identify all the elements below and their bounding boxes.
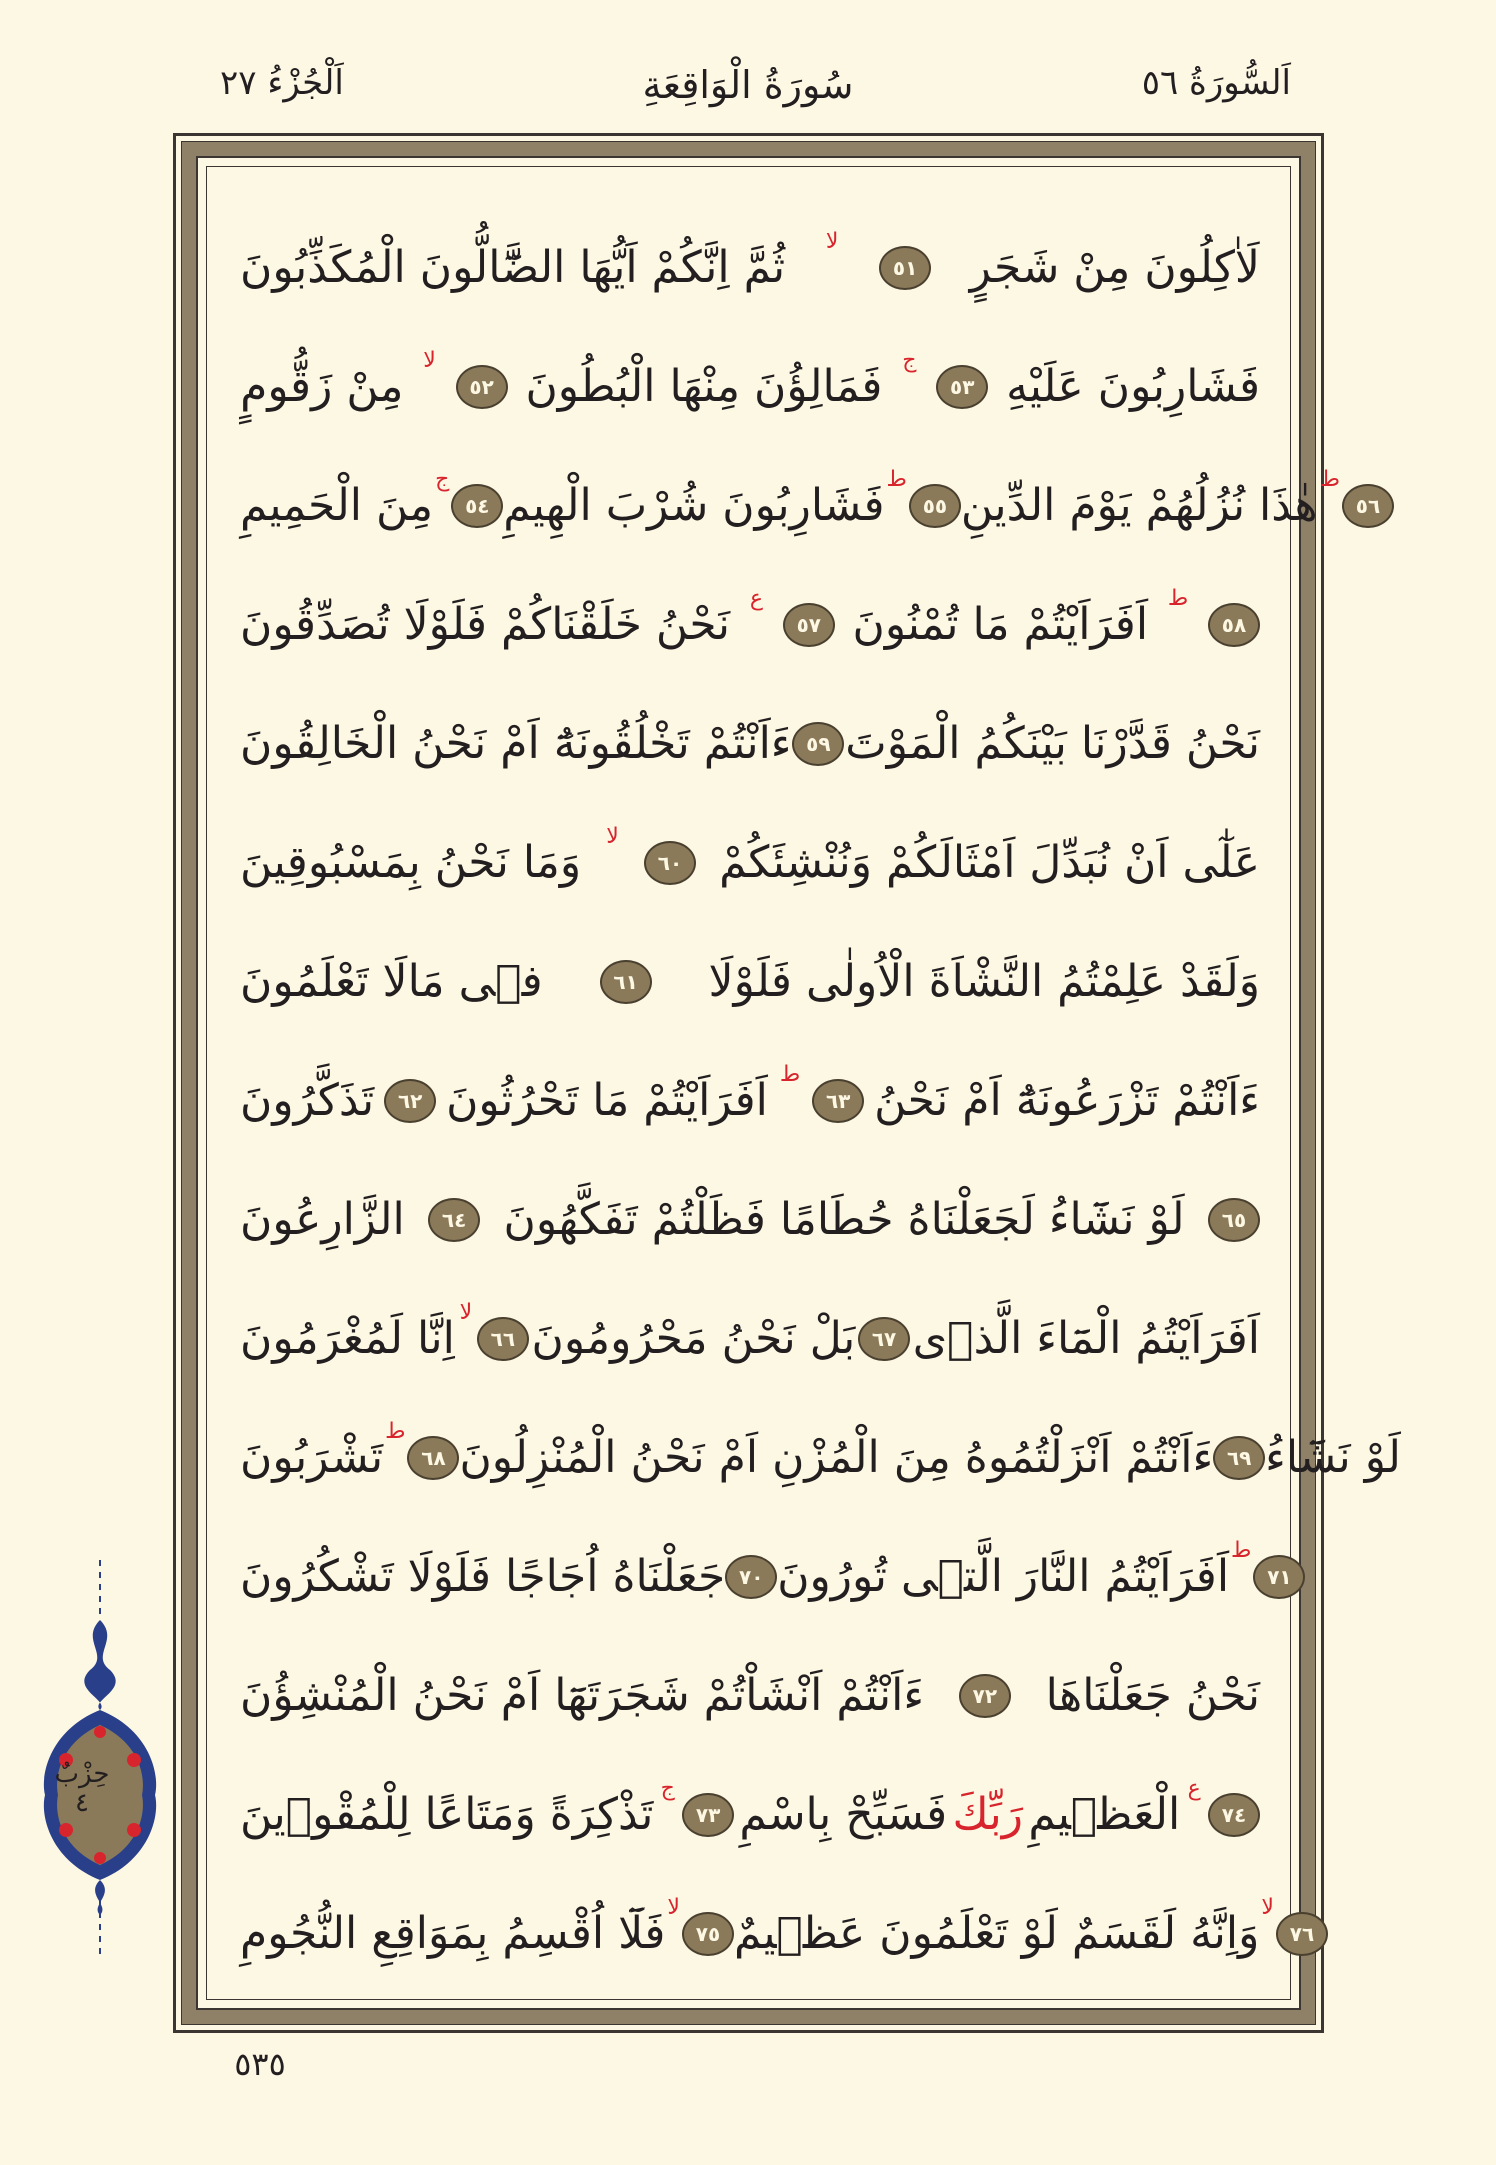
verse-text: هٰذَا نُزُلُهُمْ يَوْمَ الدِّينِ [960,480,1318,531]
pause-mark: ط [1167,586,1189,611]
text-line [240,446,1381,565]
ayah-number-marker: ٧٣ [682,1793,734,1837]
verse-text: مِنَ الْحَمِيمِ [240,480,434,531]
verse-text: اَفَرَاَيْتُمْ مَا تَحْرُثُونَ [446,1075,768,1126]
verse-text: جَعَلْنَاهُ اُجَاجًا فَلَوْلَا تَشْكُرُونَ [240,1551,726,1602]
ayah-number-marker: ٥٦ [1342,484,1394,528]
hizb-word: حِزْبٌ [54,1759,110,1789]
text-line [240,1755,1260,1874]
hizb-label [34,1760,130,1817]
text-line [240,327,1260,446]
surah-number-header: اَلسُّورَةُ ٥٦ [1141,63,1291,103]
ayah-number-marker: ٥٣ [936,365,988,409]
verse-text: اَفَرَاَيْتُمْ مَا تُمْنُونَ [852,599,1149,650]
ayah-number-marker: ٧٥ [682,1912,734,1956]
ayah-number-marker: ٦٠ [644,841,696,885]
page-number: ٥٣٥ [234,2045,286,2083]
juz-header: اَلْجُزْءُ ٢٧ [220,63,344,103]
text-line [240,1874,1315,1993]
text-line [240,803,1260,922]
verse-text: فَشَارِبُونَ عَلَيْهِ [1006,361,1260,412]
verse-text: عَلٰٓى اَنْ نُبَدِّلَ اَمْثَالَكُمْ وَنُنْشِئَكُمْ [719,837,1260,888]
pause-mark: ط [779,1062,801,1087]
ayah-number-marker: ٦١ [600,960,652,1004]
pause-mark: لا [459,1300,473,1325]
quran-text [240,208,1401,1993]
text-line [240,1398,1401,1517]
ayah-number-marker: ٥٩ [792,722,844,766]
verse-text: فَلَٓا اُقْسِمُ بِمَوَاقِعِ النُّجُومِ [240,1908,666,1959]
pause-mark: لا [423,348,436,373]
text-line [240,922,1260,1041]
ayah-number-marker: ٥٥ [909,484,961,528]
ayah-number-marker: ٧٠ [725,1555,777,1599]
pause-mark: ط [1231,1538,1252,1563]
verse-text: ءَاَنْتُمْ تَخْلُقُونَهُٓ اَمْ نَحْنُ الْخَالِقُونَ [240,718,792,769]
text-line [240,1279,1260,1398]
ayah-number-marker: ٧٦ [1276,1912,1328,1956]
pause-mark: ط [385,1419,406,1444]
ayah-number-marker: ٦٢ [384,1079,436,1123]
verse-text: فَمَالِؤُنَ مِنْهَا الْبُطُونَ [525,361,883,412]
text-line [240,684,1260,803]
verse-text: لَوْ نَشَٓاءُ لَجَعَلْنَاهُ حُطَامًا فَظَلْتُمْ تَفَكَّهُونَ [503,1194,1185,1245]
verse-text: تَشْرَبُونَ [240,1432,384,1483]
ayah-number-marker: ٦٤ [428,1198,480,1242]
ayah-number-marker: ٦٧ [858,1317,910,1361]
verse-text: لَاٰكِلُونَ مِنْ شَجَرٍ [969,242,1260,293]
surah-name-header: سُورَةُ الْوَاقِعَةِ [642,63,854,107]
ayah-number-marker: ٦٨ [407,1436,459,1480]
ayah-number-marker: ٦٣ [812,1079,864,1123]
divine-name: رَبِّكَ [952,1789,1024,1840]
pause-mark: لا [667,1895,680,1920]
verse-text: تَذَكَّرُونَ [240,1075,375,1126]
ayah-number-marker: ٧١ [1253,1555,1305,1599]
verse-text: اَفَرَاَيْتُمُ الْمَٓاءَ الَّذٖى [912,1313,1260,1364]
ayah-number-marker: ٥٨ [1208,603,1260,647]
pause-mark: ع [1187,1776,1201,1801]
verse-text: وَلَقَدْ عَلِمْتُمُ النَّشْاَةَ الْاُولٰى فَلَوْلَا [708,956,1260,1007]
ayah-number-marker: ٧٤ [1208,1793,1260,1837]
pause-mark: لا [1261,1895,1274,1920]
verse-text: فَسَبِّحْ بِاسْمِ [739,1789,948,1840]
ayah-number-marker: ٥٢ [456,365,508,409]
verse-text: مِنْ زَقُّومٍ [240,361,404,412]
verse-text: ءَاَنْتُمْ اَنْزَلْتُمُوهُ مِنَ الْمُزْنِ اَمْ نَحْنُ الْمُنْزِلُونَ [459,1432,1214,1483]
verse-text: وَمَا نَحْنُ بِمَسْبُوقِينَ [240,837,582,888]
verse-text: ثُمَّ اِنَّكُمْ اَيُّهَا الضَّٓالُّونَ الْمُكَذِّبُونَ [240,242,786,293]
pause-mark: ط [1319,467,1340,492]
verse-text: نَحْنُ جَعَلْنَاهَا [1045,1670,1260,1721]
verse-text: ءَاَنْتُمْ تَزْرَعُونَهُٓ اَمْ نَحْنُ [874,1075,1260,1126]
pause-mark: ج [902,348,917,373]
ayah-number-marker: ٧٢ [959,1674,1011,1718]
pause-mark: لا [606,824,619,849]
ayah-number-marker: ٦٦ [477,1317,529,1361]
verse-text: فٖى مَالَا تَعْلَمُونَ [240,956,543,1007]
verse-text: الزَّارِعُونَ [240,1194,405,1245]
ayah-number-marker: ٥٤ [451,484,503,528]
ayah-number-marker: ٦٥ [1208,1198,1260,1242]
text-line [240,208,1260,327]
text-line [240,1160,1260,1279]
verse-text: نَحْنُ قَدَّرْنَا بَيْنَكُمُ الْمَوْتَ [845,718,1260,769]
pause-mark: ط [886,467,907,492]
pause-mark: لا [825,229,839,254]
verse-text: بَلْ نَحْنُ مَحْرُومُونَ [531,1313,856,1364]
pause-mark: ع [749,586,763,611]
verse-text: نَحْنُ خَلَقْنَاكُمْ فَلَوْلَا تُصَدِّقُونَ [240,599,731,650]
text-line [240,1041,1260,1160]
hizb-number: ٤ [75,1787,89,1818]
pause-mark: ج [660,1776,675,1801]
verse-text: ءَاَنْتُمْ اَنْشَاْتُمْ شَجَرَتَهَٓا اَمْ نَحْنُ الْمُنْشِؤُنَ [240,1670,925,1721]
pause-mark: ج [435,467,450,492]
text-line [240,1636,1260,1755]
ayah-number-marker: ٦٩ [1213,1436,1265,1480]
verse-text: اَفَرَاَيْتُمُ النَّارَ الَّتٖى تُورُونَ [777,1551,1230,1602]
text-line [240,1517,1292,1636]
text-line [240,565,1260,684]
verse-text: وَاِنَّهُ لَقَسَمٌ لَوْ تَعْلَمُونَ عَظٖيمٌ [733,1908,1260,1959]
verse-text: تَذْكِرَةً وَمَتَاعًا لِلْمُقْوٖينَ [240,1789,654,1840]
ayah-number-marker: ٥٧ [783,603,835,647]
verse-text: فَشَارِبُونَ شُرْبَ الْهِيمِ [503,480,885,531]
ayah-number-marker: ٥١ [879,246,931,290]
verse-text: اِنَّا لَمُغْرَمُونَ [240,1313,455,1364]
verse-text: الْعَظٖيمِ [1028,1789,1181,1840]
verse-text: لَوْ نَشَٓاءُ [1265,1432,1401,1483]
